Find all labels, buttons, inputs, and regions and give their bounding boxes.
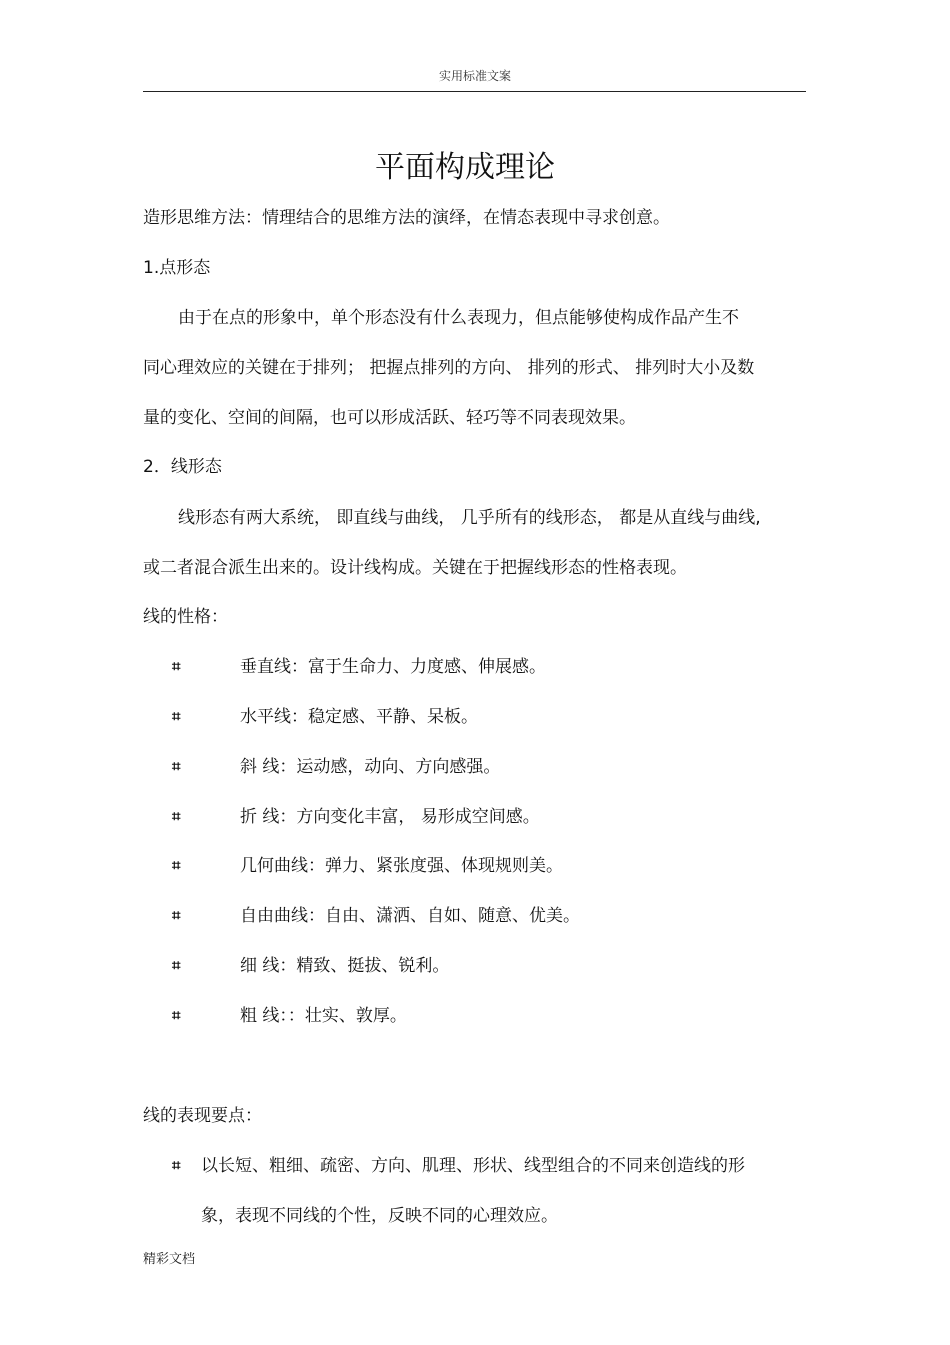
- intro-paragraph: 造形思维方法：情理结合的思维方法的演绎，在情态表现中寻求创意。: [143, 208, 670, 228]
- line-character-item: 斜 线：运动感，动向、方向感强。: [240, 757, 501, 777]
- line-character-item: 自由曲线：自由、潇洒、自如、随意、优美。: [240, 906, 580, 926]
- hash-bullet-icon: ⌗: [172, 906, 181, 924]
- line-character-item: 粗 线：：壮实、敦厚。: [240, 1006, 407, 1026]
- line-character-item: 垂直线：富于生命力、力度感、伸展感。: [240, 657, 546, 677]
- line-character-heading: 线的性格：: [143, 607, 228, 627]
- point-paragraph-line-1: 由于在点的形象中，单个形态没有什么表现力，但点能够使构成作品产生不: [178, 308, 739, 328]
- hash-bullet-icon: ⌗: [172, 1006, 181, 1024]
- hash-bullet-icon: ⌗: [172, 707, 181, 725]
- header-divider: [143, 91, 806, 92]
- expression-point-line-2: 象，表现不同线的个性，反映不同的心理效应。: [201, 1206, 558, 1226]
- hash-bullet-icon: ⌗: [172, 657, 181, 675]
- expression-point-line-1: 以长短、粗细、疏密、方向、肌理、形状、线型组合的不同来创造线的形: [201, 1156, 745, 1176]
- expression-points-heading: 线的表现要点：: [143, 1106, 262, 1126]
- point-paragraph-line-2: 同心理效应的关键在于排列； 把握点排列的方向、 排列的形式、 排列时大小及数: [143, 358, 755, 378]
- section-heading-point: 1.点形态: [143, 258, 211, 278]
- line-character-item: 几何曲线：弹力、紧张度强、体现规则美。: [240, 856, 563, 876]
- point-paragraph-line-3: 量的变化、空间的间隔，也可以形成活跃、轻巧等不同表现效果。: [143, 408, 636, 428]
- line-character-item: 细 线：精致、挺拔、锐利。: [240, 956, 450, 976]
- section-heading-line: 2．线形态: [143, 457, 222, 477]
- hash-bullet-icon: ⌗: [172, 1156, 181, 1174]
- line-paragraph-line-1: 线形态有两大系统， 即直线与曲线， 几乎所有的线形态， 都是从直线与曲线,: [178, 508, 761, 528]
- line-character-item: 折 线：方向变化丰富， 易形成空间感。: [240, 807, 540, 827]
- page-header: 实用标准文案: [438, 69, 511, 83]
- page-footer: 精彩文档: [143, 1252, 196, 1267]
- line-paragraph-line-2: 或二者混合派生出来的。设计线构成。关键在于把握线形态的性格表现。: [143, 558, 687, 578]
- hash-bullet-icon: ⌗: [172, 807, 181, 825]
- document-title: 平面构成理论: [375, 150, 555, 185]
- line-character-item: 水平线：稳定感、平静、呆板。: [240, 707, 478, 727]
- hash-bullet-icon: ⌗: [172, 757, 181, 775]
- hash-bullet-icon: ⌗: [172, 956, 181, 974]
- hash-bullet-icon: ⌗: [172, 856, 181, 874]
